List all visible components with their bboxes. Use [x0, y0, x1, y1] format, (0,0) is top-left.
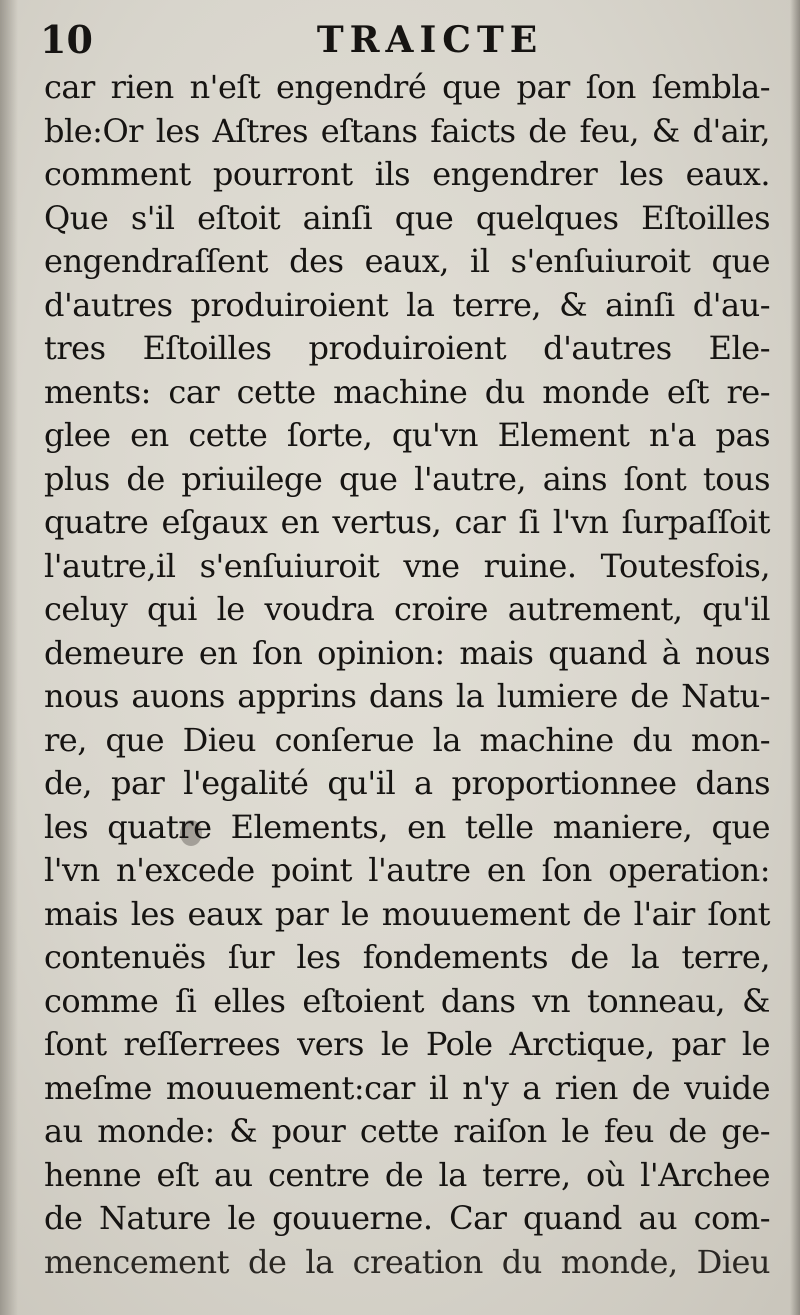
running-title: TRAICTE [316, 19, 544, 61]
page-header [40, 14, 780, 66]
text-line: comment pourront ils engendrer les eaux. [44, 155, 770, 193]
text-line: ſont reſſerrees vers le Pole Arctique, par le [44, 1025, 770, 1063]
text-line: de Nature le gouuerne. Car quand au com- [44, 1199, 770, 1237]
text-line: mais les eaux par le mouuement de l'air ſont [44, 894, 770, 933]
text-line: meſme mouuement:car il n'y a rien de vuide [44, 1068, 770, 1107]
text-line: re, que Dieu conſerue la machine du mon- [44, 720, 770, 759]
text-line: ments: car cette machine du monde eſt re- [44, 372, 770, 411]
text-line: ble:Or les Aſtres eſtans faicts de feu, & d'air, [44, 111, 770, 150]
text-line: d'autres produiroient la terre, & ainſi d'au- [44, 285, 770, 324]
page-edge-shadow-right [790, 0, 800, 1315]
body-text [44, 66, 770, 1284]
text-line: comme ſi elles eſtoient dans vn tonneau, & [44, 981, 770, 1020]
text-line: de, par l'egalité qu'il a proportionnee dans [44, 764, 770, 802]
text-line: glee en cette ſorte, qu'vn Element n'a pas [44, 416, 770, 454]
text-line: contenuës ſur les fondements de la terre, [44, 938, 770, 976]
text-line: l'vn n'excede point l'autre en ſon operation: [44, 851, 770, 889]
text-line: mencement de la creation du monde, Dieu [44, 1242, 770, 1281]
text-line: l'autre,il s'enſuiuroit vne ruine. Toutesfois, [44, 546, 770, 585]
text-line: plus de priuilege que l'autre, ains ſont tous [44, 459, 770, 498]
page-number: 10 [40, 17, 93, 62]
text-line: car rien n'eſt engendré que par ſon ſembla- [44, 68, 770, 106]
text-line: celuy qui le voudra croire autrement, qu'il [44, 590, 770, 628]
text-line: nous auons apprins dans la lumiere de Natu- [44, 677, 770, 715]
text-line: au monde: & pour cette raiſon le feu de ge- [44, 1112, 770, 1150]
text-line: henne eſt au centre de la terre, où l'Archee [44, 1155, 770, 1194]
page-edge-shadow-left [0, 0, 18, 1315]
text-line: demeure en ſon opinion: mais quand à nous [44, 633, 770, 672]
text-line: engendraſſent des eaux, il s'enſuiuroit que [44, 242, 770, 280]
text-line: tres Eſtoilles produiroient d'autres Ele- [44, 329, 770, 367]
text-line: les quatre Elements, en telle maniere, que [44, 807, 770, 846]
text-line: Que s'il eſtoit ainſi que quelques Eſtoilles [44, 198, 770, 237]
text-line: quatre eſgaux en vertus, car ſi l'vn ſurpaſſoit [44, 503, 770, 541]
